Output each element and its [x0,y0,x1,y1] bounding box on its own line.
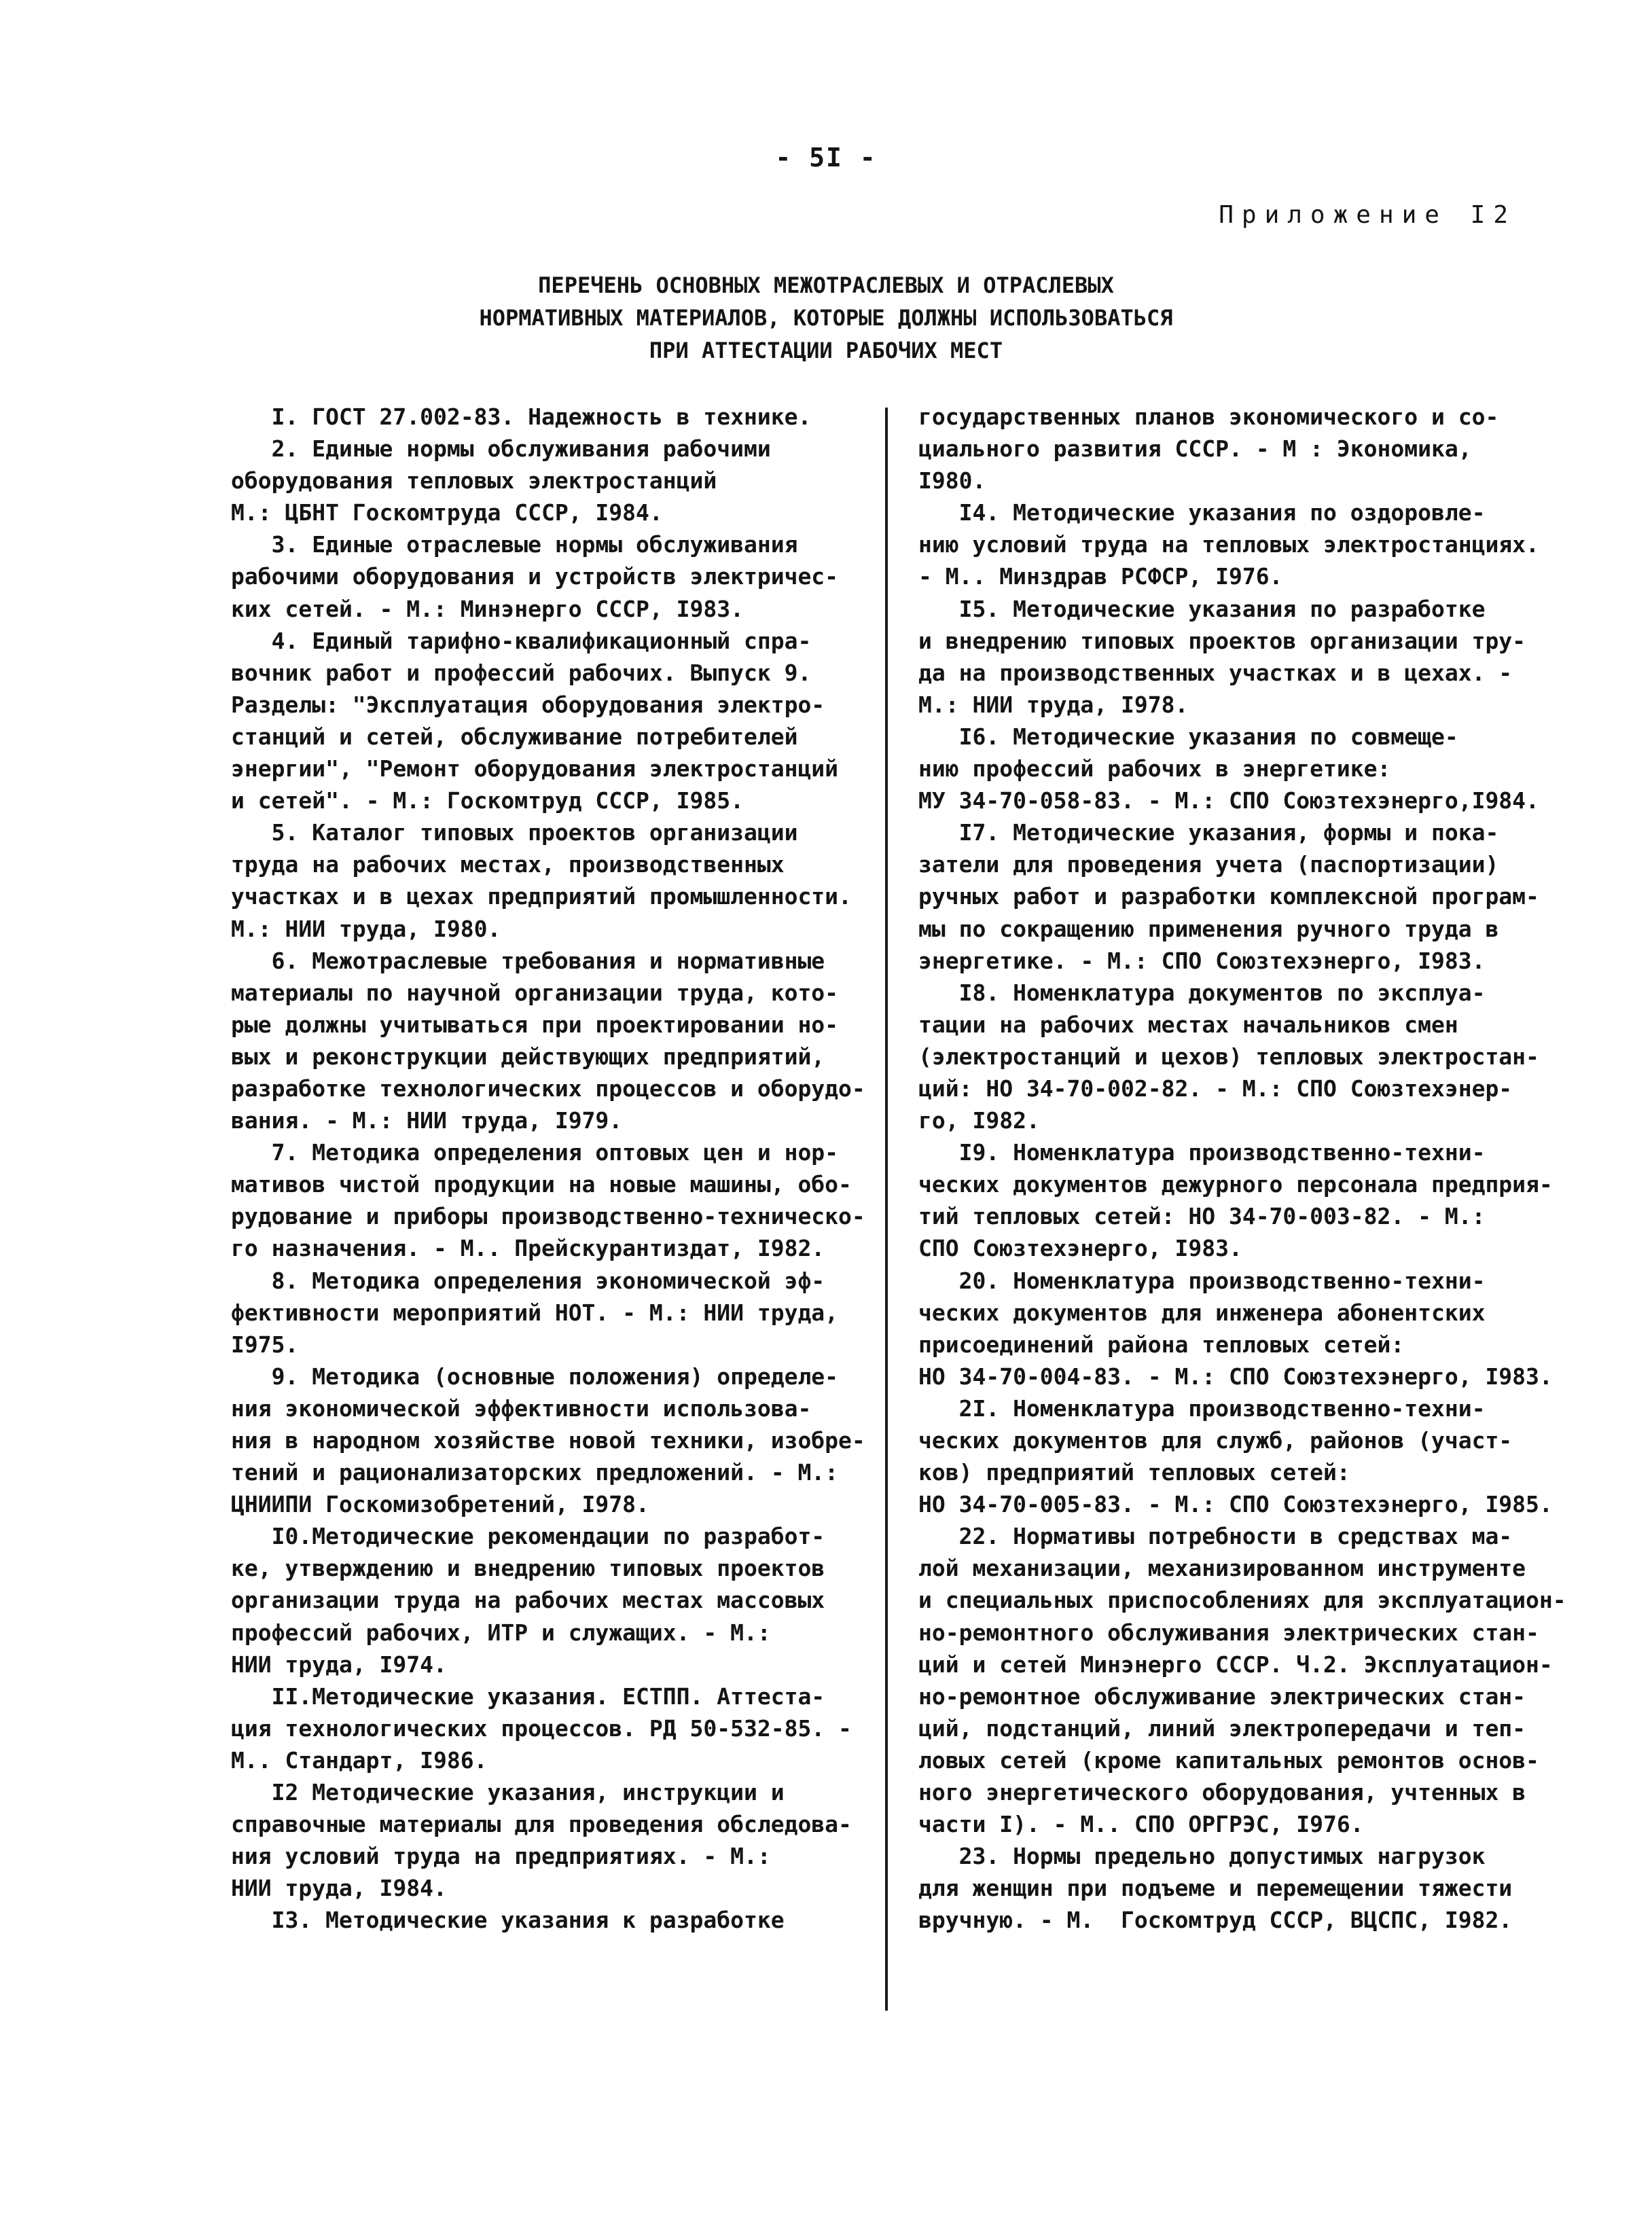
text-line: Разделы: "Эксплуатация оборудования электро- [231,691,825,718]
text-line: ций и сетей Минэнерго СССР. Ч.2. Эксплуатацион- [918,1651,1553,1678]
text-line: ческих документов для служб, районов (участ- [918,1427,1513,1454]
text-line: ного энергетического оборудования, учтенных в [918,1779,1526,1806]
text-line: 3. Единые отраслевые нормы обслуживания [231,531,798,558]
text-line: - М.. Минздрав РСФСР, I976. [918,563,1283,590]
text-line: 22. Нормативы потребности в средствах ма- [918,1523,1513,1550]
text-line: I. ГОСТ 27.002-83. Надежность в технике. [231,403,812,430]
text-line: М.: НИИ труда, I980. [231,915,501,942]
text-line: М.: ЦБНТ Госкомтруда СССР, I984. [231,499,663,526]
text-line: вочник работ и профессий рабочих. Выпуск 9. [231,659,812,686]
text-line: и сетей". - М.: Госкомтруд СССР, I985. [231,787,744,814]
text-line: М.. Стандарт, I986. [231,1746,488,1774]
text-line: ния экономической эффективности использова- [231,1395,812,1422]
text-line: го назначения. - М.. Прейскурантиздат, I982. [231,1235,825,1262]
text-line: тий тепловых сетей: НО 34-70-003-82. - М.: [918,1203,1486,1230]
document-title [0,269,1652,367]
text-line: участках и в цехах предприятий промышленности. [231,883,852,910]
text-line: 9. Методика (основные положения) определе- [231,1363,839,1390]
text-line: мативов чистой продукции на новые машины, обо- [231,1171,852,1198]
text-line: го, I982. [918,1107,1040,1134]
text-line: ловых сетей (кроме капитальных ремонтов основ- [918,1746,1539,1774]
text-line: государственных планов экономического и со- [918,403,1499,430]
text-line: вручную. - М. Госкомтруд СССР, ВЦСПС, I982. [918,1907,1513,1934]
text-line: ческих документов дежурного персонала предприя- [918,1171,1553,1198]
text-line: ния в народном хозяйстве новой техники, изобре- [231,1427,865,1454]
text-line: вых и реконструкции действующих предприятий, [231,1043,825,1070]
text-line: I9. Номенклатура производственно-техни- [918,1139,1486,1166]
text-line: и специальных приспособлениях для эксплуатацион- [918,1587,1566,1614]
text-line: энергетике. - М.: СПО Союзтехэнерго, I983. [918,947,1486,974]
text-line: но-ремонтное обслуживание электрических стан- [918,1683,1526,1710]
text-line: 2I. Номенклатура производственно-техни- [918,1395,1486,1422]
text-line: (электростанций и цехов) тепловых электростан- [918,1043,1539,1070]
text-line: 4. Единый тарифно-квалификационный спра- [231,627,812,654]
text-line: мы по сокращению применения ручного труда в [918,915,1499,942]
right-column [918,401,1570,1937]
text-line: справочные материалы для проведения обследова- [231,1811,852,1838]
text-line: разработке технологических процессов и оборудо- [231,1075,865,1102]
title-line: ПЕРЕЧЕНЬ ОСНОВНЫХ МЕЖОТРАСЛЕВЫХ И ОТРАСЛЕВЫХ [538,272,1114,298]
text-line: I0.Методические рекомендации по разработ- [231,1523,825,1550]
text-line: ручных работ и разработки комплексной програм- [918,883,1539,910]
text-line: станций и сетей, обслуживание потребителей [231,723,798,750]
text-line: нию условий труда на тепловых электростанциях. [918,531,1539,558]
text-line: затели для проведения учета (паспортизации) [918,851,1499,878]
text-line: I980. [918,467,986,495]
text-line: материалы по научной организации труда, кото- [231,979,839,1006]
text-line: 23. Нормы предельно допустимых нагрузок [918,1843,1486,1870]
text-line: ния условий труда на предприятиях. - М.: [231,1843,771,1870]
text-line: фективности мероприятий НОТ. - М.: НИИ труда, [231,1299,839,1326]
text-line: энергии", "Ремонт оборудования электростанций [231,755,839,783]
text-line: 8. Методика определения экономической эф- [231,1267,825,1294]
text-line: и внедрению типовых проектов организации тру- [918,627,1526,654]
text-line: ких сетей. - М.: Минэнерго СССР, I983. [231,595,744,622]
text-line: НИИ труда, I984. [231,1875,447,1902]
text-line: I3. Методические указания к разработке [231,1907,785,1934]
left-column [231,401,876,1937]
text-line: I975. [231,1331,299,1358]
text-line: НО 34-70-005-83. - М.: СПО Союзтехэнерго, I985. [918,1491,1553,1518]
text-line: ЦНИИПИ Госкомизобретений, I978. [231,1491,649,1518]
text-line: лой механизации, механизированном инструменте [918,1555,1526,1582]
text-line: I2 Методические указания, инструкции и [231,1779,785,1806]
text-line: рудование и приборы производственно-техническо- [231,1203,865,1230]
text-line: труда на рабочих местах, производственных [231,851,785,878]
text-line: тации на рабочих местах начальников смен [918,1011,1458,1038]
text-line: I4. Методические указания по оздоровле- [918,499,1486,526]
text-line: вания. - М.: НИИ труда, I979. [231,1107,623,1134]
text-line: нию профессий рабочих в энергетике: [918,755,1391,783]
text-line: организации труда на рабочих местах массовых [231,1587,825,1614]
page-number: - 5I - [775,143,877,173]
text-line: НО 34-70-004-83. - М.: СПО Союзтехэнерго, I983. [918,1363,1553,1390]
text-line: ция технологических процессов. РД 50-532-85. - [231,1714,852,1742]
text-line: ков) предприятий тепловых сетей: [918,1459,1350,1486]
text-line: циального развития СССР. - М : Экономика, [918,435,1472,463]
text-line: 6. Межотраслевые требования и нормативные [231,947,825,974]
title-line: НОРМАТИВНЫХ МАТЕРИАЛОВ, КОТОРЫЕ ДОЛЖНЫ ИСПОЛЬЗОВАТЬСЯ [479,305,1173,331]
text-line: 20. Номенклатура производственно-техни- [918,1267,1486,1294]
text-line: оборудования тепловых электростанций [231,467,717,495]
text-line: I5. Методические указания по разработке [918,595,1486,622]
text-line: рые должны учитываться при проектировании но- [231,1011,839,1038]
text-line: для женщин при подъеме и перемещении тяжести [918,1875,1513,1902]
text-line: присоединений района тепловых сетей: [918,1331,1405,1358]
appendix-label: Приложение I2 [1219,201,1516,229]
title-line: ПРИ АТТЕСТАЦИИ РАБОЧИХ МЕСТ [649,338,1003,363]
text-line: I6. Методические указания по совмеще- [918,723,1458,750]
text-line: 2. Единые нормы обслуживания рабочими [231,435,771,463]
text-line: II.Методические указания. ЕСТПП. Аттеста- [231,1683,825,1710]
text-line: М.: НИИ труда, I978. [918,691,1189,718]
text-line: ций, подстанций, линий электропередачи и теп- [918,1714,1526,1742]
text-line: МУ 34-70-058-83. - М.: СПО Союзтехэнерго,I984. [918,787,1539,814]
text-line: 5. Каталог типовых проектов организации [231,819,798,846]
text-line: 7. Методика определения оптовых цен и нор- [231,1139,839,1166]
column-divider [885,408,888,2011]
text-line: I7. Методические указания, формы и пока- [918,819,1499,846]
text-line: НИИ труда, I974. [231,1651,447,1678]
text-line: профессий рабочих, ИТР и служащих. - М.: [231,1619,771,1646]
text-line: но-ремонтного обслуживания электрических стан- [918,1619,1539,1646]
text-line: да на производственных участках и в цехах. - [918,659,1513,686]
text-line: I8. Номенклатура документов по эксплуа- [918,979,1486,1006]
text-line: ческих документов для инженера абонентских [918,1299,1486,1326]
text-line: СПО Союзтехэнерго, I983. [918,1235,1242,1262]
text-line: ций: НО 34-70-002-82. - М.: СПО Союзтехэнер- [918,1075,1513,1102]
text-line: части I). - М.. СПО ОРГРЭС, I976. [918,1811,1364,1838]
text-line: ке, утверждению и внедрению типовых проектов [231,1555,825,1582]
text-line: рабочими оборудования и устройств электричес- [231,563,839,590]
text-line: тений и рационализаторских предложений. - М.: [231,1459,839,1486]
